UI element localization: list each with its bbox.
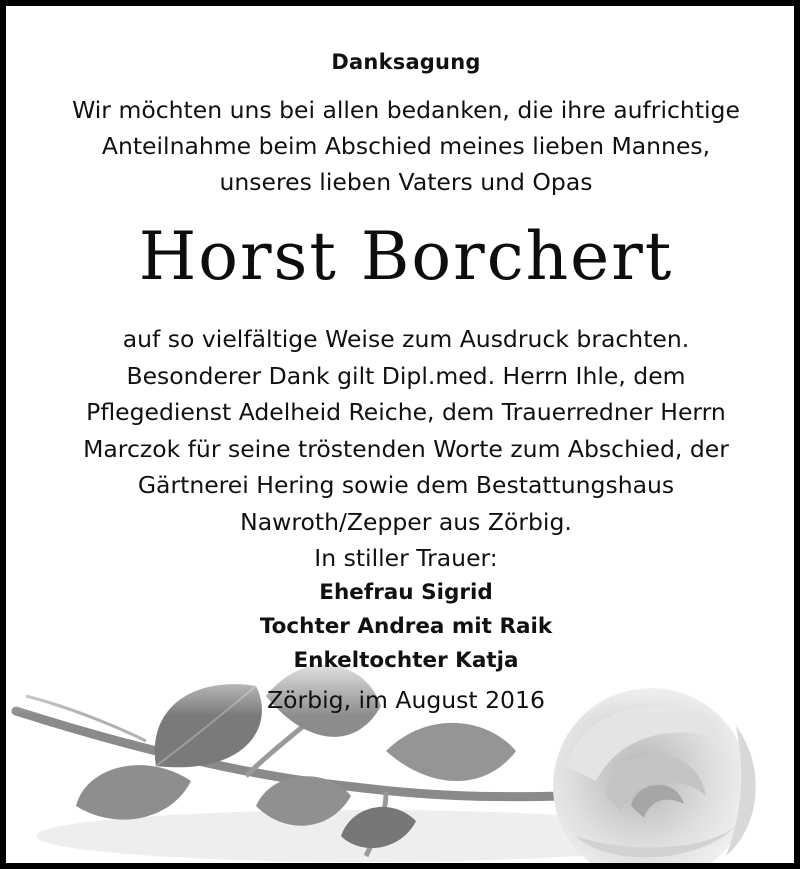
intro-line: Anteilnahme beim Abschied meines lieben Mannes, xyxy=(101,132,711,160)
body-paragraph xyxy=(6,321,800,540)
signer: Ehefrau Sigrid xyxy=(319,580,493,605)
place-date: Zörbig, im August 2016 xyxy=(267,686,545,714)
signer: Enkeltochter Katja xyxy=(293,648,519,673)
heading: Danksagung xyxy=(331,50,481,74)
body-line: Nawroth/Zepper aus Zörbig. xyxy=(240,507,572,536)
intro-line: unseres lieben Vaters und Opas xyxy=(219,168,593,196)
body-line: Besonderer Dank gilt Dipl.med. Herrn Ihle, dem xyxy=(126,361,686,390)
body-line: auf so vielfältige Weise zum Ausdruck brachten. xyxy=(122,325,690,353)
body-line: Marczok für seine tröstenden Worte zum Abschied, der xyxy=(83,434,729,463)
signer: Tochter Andrea mit Raik xyxy=(259,614,553,639)
deceased-name: Horst Borchert xyxy=(138,218,674,295)
mourning-label: In stiller Trauer: xyxy=(314,544,498,572)
intro-paragraph xyxy=(6,92,800,200)
signers-list xyxy=(6,576,800,678)
body-line: Gärtnerei Hering sowie dem Bestattungshaus xyxy=(137,471,675,499)
intro-line: Wir möchten uns bei allen bedanken, die ihre aufrichtige xyxy=(72,96,740,124)
body-line: Pflegedienst Adelheid Reiche, dem Trauerredner Herrn xyxy=(86,398,726,426)
